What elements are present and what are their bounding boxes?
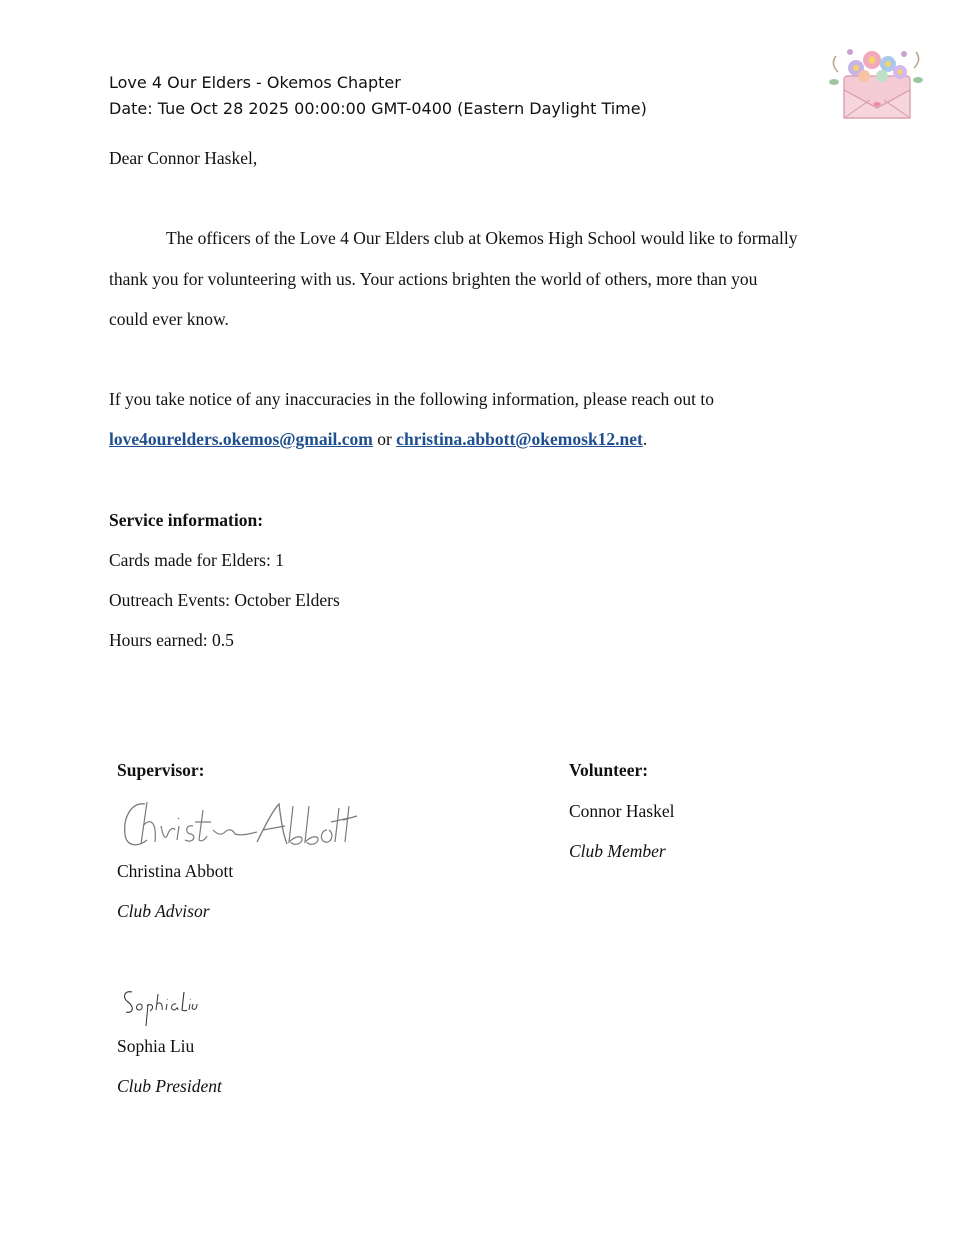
body-paragraph-line: The officers of the Love 4 Our Elders club at Okemos High School would like to formally [166,228,798,248]
flower-envelope-icon [826,42,926,124]
president-signature [120,986,200,1030]
contact-instructions: If you take notice of any inaccuracies in the following information, please reach out to [109,389,714,409]
president-name: Sophia Liu [117,1036,195,1056]
or-text: or [372,429,397,449]
volunteer-name: Connor Haskel [569,801,675,821]
contact-emails [109,429,647,450]
greeting: Dear Connor Haskel, [109,148,258,168]
volunteer-heading: Volunteer: [569,760,649,780]
outreach-events: Outreach Events: October Elders [109,590,340,610]
period-text: . [642,429,648,449]
supervisor-signature [117,796,362,854]
advisor-email-link[interactable]: christina.abbott@okemosk12.net [396,429,643,449]
supervisor-name: Christina Abbott [117,861,234,881]
club-email-link[interactable]: love4ourelders.okemos@gmail.com [109,429,373,449]
org-header: Love 4 Our Elders - Okemos Chapter [109,73,401,92]
body-paragraph-line: could ever know. [109,309,229,329]
service-heading: Service information: [109,510,264,530]
body-paragraph-line: thank you for volunteering with us. Your actions brighten the world of others, more than you [109,269,758,289]
supervisor-role: Club Advisor [117,901,210,921]
president-role: Club President [117,1076,222,1096]
cards-made: Cards made for Elders: 1 [109,550,284,570]
volunteer-role: Club Member [569,841,666,861]
hours-earned: Hours earned: 0.5 [109,630,234,650]
supervisor-heading: Supervisor: [117,760,205,780]
date-header: Date: Tue Oct 28 2025 00:00:00 GMT-0400 (Eastern Daylight Time) [109,99,647,118]
